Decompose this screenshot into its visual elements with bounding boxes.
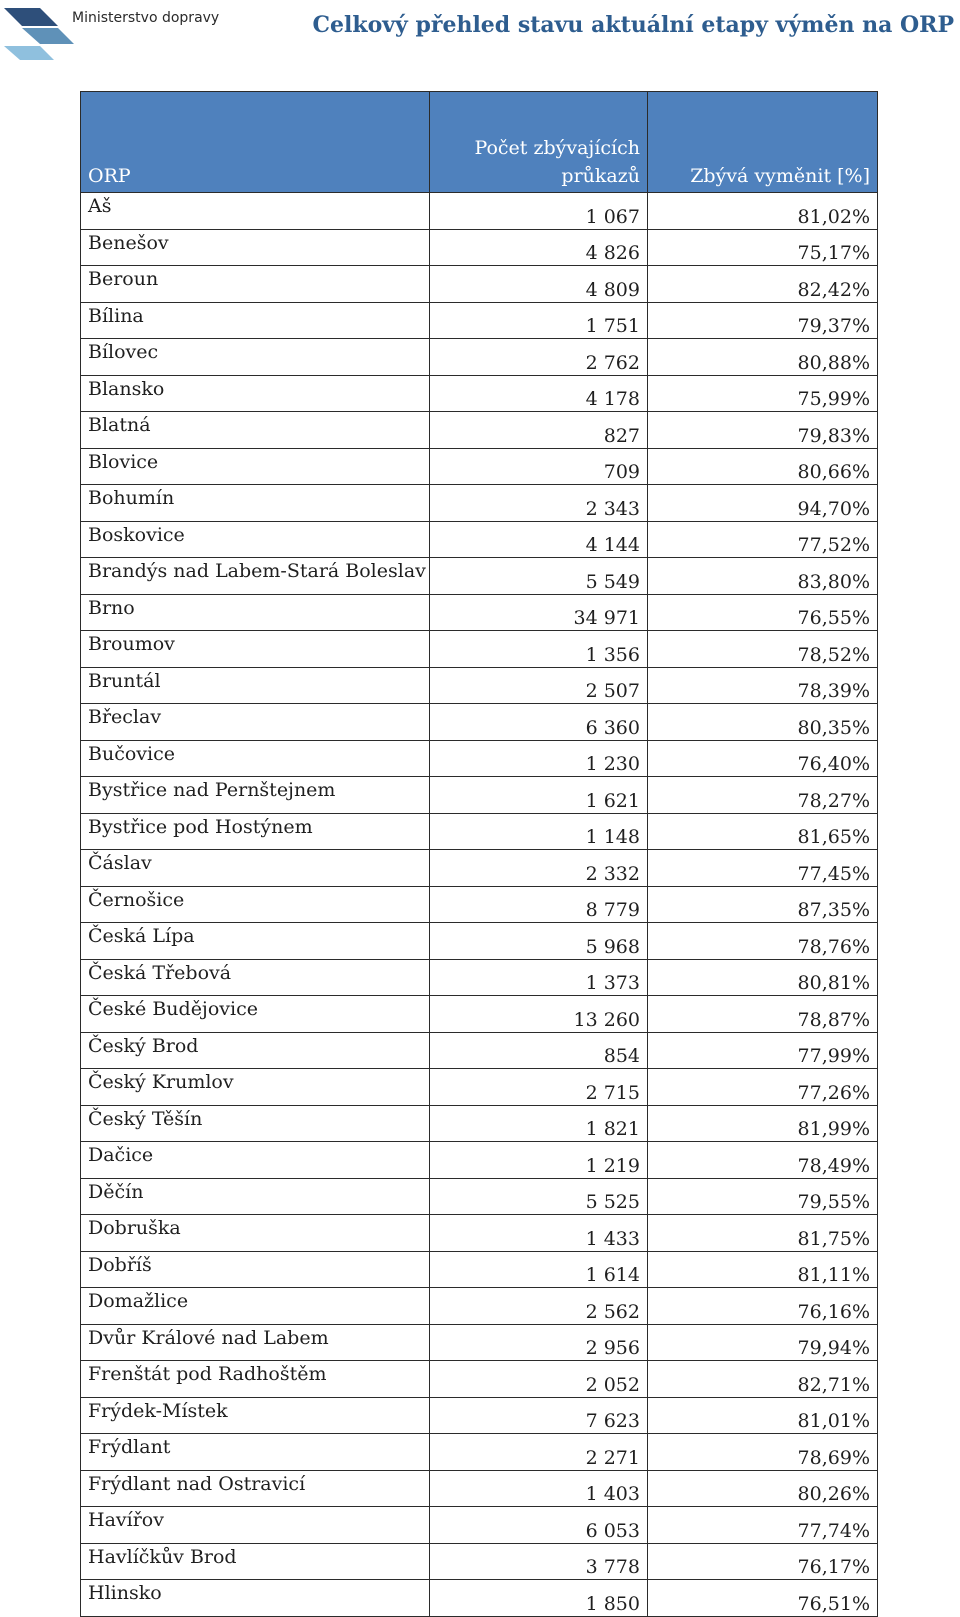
orp-cell: Český Krumlov: [81, 1069, 430, 1106]
table-row: [81, 1507, 878, 1544]
orp-cell: Aš: [81, 193, 430, 230]
orp-cell: Frýdek-Místek: [81, 1397, 430, 1434]
orp-cell: Frenštát pod Radhoštěm: [81, 1361, 430, 1398]
orp-cell: Havířov: [81, 1507, 430, 1544]
percent-cell: 78,39%: [648, 667, 878, 704]
count-cell: 2 762: [430, 339, 648, 376]
table-row: [81, 266, 878, 303]
table-row: [81, 521, 878, 558]
page-title: Celkový přehled stavu aktuální etapy výměn na ORP: [312, 12, 954, 38]
orp-cell: Bílina: [81, 302, 430, 339]
count-cell: 6 360: [430, 704, 648, 741]
orp-cell: Blovice: [81, 448, 430, 485]
orp-cell: Bystřice nad Pernštejnem: [81, 777, 430, 814]
orp-cell: Černošice: [81, 886, 430, 923]
count-cell: 1 148: [430, 813, 648, 850]
percent-cell: 77,26%: [648, 1069, 878, 1106]
orp-table: [80, 91, 878, 1617]
percent-cell: 76,55%: [648, 594, 878, 631]
orp-cell: Brandýs nad Labem-Stará Boleslav: [81, 558, 430, 595]
count-cell: 1 067: [430, 193, 648, 230]
percent-cell: 81,11%: [648, 1251, 878, 1288]
orp-cell: Děčín: [81, 1178, 430, 1215]
table-row: [81, 1397, 878, 1434]
percent-cell: 77,45%: [648, 850, 878, 887]
percent-cell: 81,99%: [648, 1105, 878, 1142]
table-row: [81, 813, 878, 850]
table-row: [81, 996, 878, 1033]
column-header-count-line2: průkazů: [561, 165, 640, 187]
percent-cell: 81,75%: [648, 1215, 878, 1252]
table-row: [81, 1105, 878, 1142]
percent-cell: 87,35%: [648, 886, 878, 923]
count-cell: 1 356: [430, 631, 648, 668]
table-row: [81, 1361, 878, 1398]
count-cell: 1 614: [430, 1251, 648, 1288]
count-cell: 7 623: [430, 1397, 648, 1434]
orp-cell: Hlinsko: [81, 1580, 430, 1617]
table-row: [81, 339, 878, 376]
count-cell: 1 433: [430, 1215, 648, 1252]
count-cell: 5 549: [430, 558, 648, 595]
percent-cell: 79,55%: [648, 1178, 878, 1215]
table-row: [81, 1434, 878, 1471]
table-row: [81, 740, 878, 777]
count-cell: 4 144: [430, 521, 648, 558]
orp-cell: Český Těšín: [81, 1105, 430, 1142]
table-row: [81, 959, 878, 996]
count-cell: 709: [430, 448, 648, 485]
table-row: [81, 594, 878, 631]
table-row: [81, 229, 878, 266]
table-row: [81, 886, 878, 923]
count-cell: 2 271: [430, 1434, 648, 1471]
table-row: [81, 1288, 878, 1325]
count-cell: 1 821: [430, 1105, 648, 1142]
orp-cell: Čáslav: [81, 850, 430, 887]
count-cell: 2 956: [430, 1324, 648, 1361]
count-cell: 4 178: [430, 375, 648, 412]
orp-cell: Česká Lípa: [81, 923, 430, 960]
orp-cell: Domažlice: [81, 1288, 430, 1325]
table-row: [81, 1543, 878, 1580]
count-cell: 8 779: [430, 886, 648, 923]
percent-cell: 82,71%: [648, 1361, 878, 1398]
orp-cell: Blansko: [81, 375, 430, 412]
column-header-count-line1: Počet zbývajících: [474, 137, 640, 159]
percent-cell: 80,88%: [648, 339, 878, 376]
orp-cell: Dačice: [81, 1142, 430, 1179]
percent-cell: 79,83%: [648, 412, 878, 449]
count-cell: 34 971: [430, 594, 648, 631]
percent-cell: 77,74%: [648, 1507, 878, 1544]
table-row: [81, 412, 878, 449]
orp-cell: Blatná: [81, 412, 430, 449]
count-cell: 2 562: [430, 1288, 648, 1325]
percent-cell: 80,26%: [648, 1470, 878, 1507]
percent-cell: 78,69%: [648, 1434, 878, 1471]
count-cell: 1 621: [430, 777, 648, 814]
table-row: [81, 302, 878, 339]
table-row: [81, 1215, 878, 1252]
percent-cell: 82,42%: [648, 266, 878, 303]
count-cell: 1 230: [430, 740, 648, 777]
table-row: [81, 850, 878, 887]
count-cell: 1 850: [430, 1580, 648, 1617]
percent-cell: 81,65%: [648, 813, 878, 850]
table-row: [81, 1470, 878, 1507]
orp-cell: Boskovice: [81, 521, 430, 558]
table-row: [81, 558, 878, 595]
orp-cell: Frýdlant: [81, 1434, 430, 1471]
table-row: [81, 1032, 878, 1069]
count-cell: 13 260: [430, 996, 648, 1033]
orp-cell: Dvůr Králové nad Labem: [81, 1324, 430, 1361]
table-row: [81, 1069, 878, 1106]
orp-cell: České Budějovice: [81, 996, 430, 1033]
count-cell: 827: [430, 412, 648, 449]
percent-cell: 75,99%: [648, 375, 878, 412]
count-cell: 2 052: [430, 1361, 648, 1398]
orp-cell: Český Brod: [81, 1032, 430, 1069]
count-cell: 1 751: [430, 302, 648, 339]
percent-cell: 78,87%: [648, 996, 878, 1033]
percent-cell: 77,99%: [648, 1032, 878, 1069]
orp-cell: Břeclav: [81, 704, 430, 741]
count-cell: 854: [430, 1032, 648, 1069]
percent-cell: 78,76%: [648, 923, 878, 960]
table-row: [81, 923, 878, 960]
count-cell: 5 525: [430, 1178, 648, 1215]
table-row: [81, 1142, 878, 1179]
percent-cell: 79,94%: [648, 1324, 878, 1361]
table-row: [81, 704, 878, 741]
orp-cell: Česká Třebová: [81, 959, 430, 996]
orp-table-container: [80, 91, 877, 1617]
table-row: [81, 777, 878, 814]
percent-cell: 78,52%: [648, 631, 878, 668]
count-cell: 1 373: [430, 959, 648, 996]
orp-cell: Brno: [81, 594, 430, 631]
percent-cell: 75,17%: [648, 229, 878, 266]
orp-cell: Havlíčkův Brod: [81, 1543, 430, 1580]
column-header-orp: ORP: [81, 92, 430, 193]
table-row: [81, 1324, 878, 1361]
percent-cell: 76,40%: [648, 740, 878, 777]
table-row: [81, 193, 878, 230]
table-row: [81, 448, 878, 485]
count-cell: 2 343: [430, 485, 648, 522]
count-cell: 3 778: [430, 1543, 648, 1580]
percent-cell: 83,80%: [648, 558, 878, 595]
count-cell: 5 968: [430, 923, 648, 960]
percent-cell: 94,70%: [648, 485, 878, 522]
orp-cell: Dobříš: [81, 1251, 430, 1288]
count-cell: 4 826: [430, 229, 648, 266]
percent-cell: 76,16%: [648, 1288, 878, 1325]
orp-cell: Dobruška: [81, 1215, 430, 1252]
table-row: [81, 1178, 878, 1215]
percent-cell: 76,17%: [648, 1543, 878, 1580]
column-header-percent: Zbývá vyměnit [%]: [648, 92, 878, 193]
percent-cell: 77,52%: [648, 521, 878, 558]
count-cell: 4 809: [430, 266, 648, 303]
orp-cell: Frýdlant nad Ostravicí: [81, 1470, 430, 1507]
percent-cell: 80,66%: [648, 448, 878, 485]
count-cell: 2 332: [430, 850, 648, 887]
percent-cell: 78,49%: [648, 1142, 878, 1179]
count-cell: 2 715: [430, 1069, 648, 1106]
orp-cell: Bílovec: [81, 339, 430, 376]
table-row: [81, 667, 878, 704]
percent-cell: 79,37%: [648, 302, 878, 339]
page-header: [0, 0, 960, 80]
orp-cell: Bohumín: [81, 485, 430, 522]
orp-cell: Benešov: [81, 229, 430, 266]
table-row: [81, 1251, 878, 1288]
table-row: [81, 1580, 878, 1617]
percent-cell: 81,02%: [648, 193, 878, 230]
orp-cell: Bruntál: [81, 667, 430, 704]
percent-cell: 81,01%: [648, 1397, 878, 1434]
ministry-logo-icon: [0, 4, 76, 64]
orp-cell: Beroun: [81, 266, 430, 303]
percent-cell: 80,35%: [648, 704, 878, 741]
count-cell: 1 219: [430, 1142, 648, 1179]
table-header: [81, 92, 878, 193]
orp-cell: Bystřice pod Hostýnem: [81, 813, 430, 850]
count-cell: 1 403: [430, 1470, 648, 1507]
table-row: [81, 631, 878, 668]
count-cell: 2 507: [430, 667, 648, 704]
orp-cell: Bučovice: [81, 740, 430, 777]
table-row: [81, 375, 878, 412]
percent-cell: 76,51%: [648, 1580, 878, 1617]
count-cell: 6 053: [430, 1507, 648, 1544]
table-body: [81, 193, 878, 1617]
table-row: [81, 485, 878, 522]
ministry-name: Ministerstvo dopravy: [72, 10, 220, 26]
orp-cell: Broumov: [81, 631, 430, 668]
percent-cell: 80,81%: [648, 959, 878, 996]
percent-cell: 78,27%: [648, 777, 878, 814]
column-header-count: [430, 92, 648, 193]
